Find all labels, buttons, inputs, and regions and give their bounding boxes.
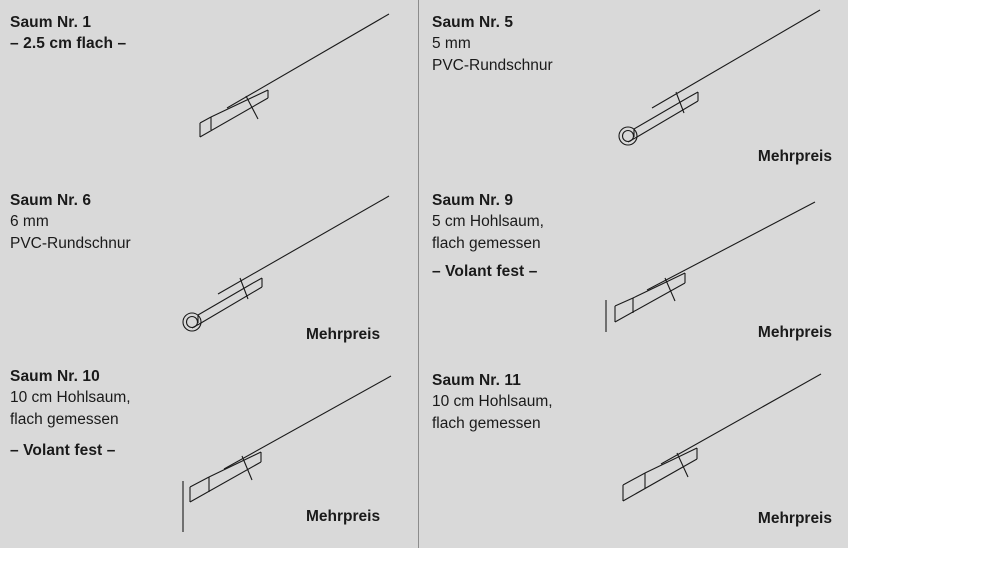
- hem-item-6-surcharge: Mehrpreis: [757, 510, 832, 527]
- hem-item-2-surcharge: Mehrpreis: [757, 148, 832, 165]
- hem-item-5: [0, 348, 418, 548]
- hem-item-4: [419, 176, 848, 348]
- hem-item-5-line-2: flach gemessen: [10, 410, 119, 428]
- hem-item-1: [0, 0, 418, 176]
- hem-item-6-labels: [432, 370, 553, 434]
- hem-item-4-title: Saum Nr. 9: [432, 192, 514, 209]
- hem-item-6: [419, 348, 848, 548]
- hem-item-3-title: Saum Nr. 6: [10, 192, 92, 209]
- hem-item-6-title: Saum Nr. 11: [432, 372, 521, 389]
- hem-item-3-line-2: PVC-Rundschnur: [10, 234, 131, 252]
- hem-item-1-line-1: – 2.5 cm flach –: [10, 35, 127, 53]
- hem-item-5-line-3: – Volant fest –: [10, 442, 116, 460]
- hem-item-1-title: Saum Nr. 1: [10, 14, 92, 31]
- hem-item-4-line-2: flach gemessen: [432, 234, 541, 252]
- hem-item-3-figure: [170, 194, 400, 334]
- hem-item-2-figure: [604, 8, 834, 148]
- hem-item-2-title: Saum Nr. 5: [432, 14, 514, 31]
- hem-item-4-line-3: – Volant fest –: [432, 263, 538, 281]
- hem-item-3-surcharge: Mehrpreis: [306, 326, 381, 343]
- hem-tube-with-tail-icon: [597, 200, 832, 330]
- hem-item-5-title: Saum Nr. 10: [10, 368, 100, 385]
- wide-flat-hem-tube-icon: [605, 372, 835, 512]
- hem-item-6-line-1: 10 cm Hohlsaum,: [432, 393, 553, 411]
- hem-item-3-labels: [10, 190, 131, 254]
- hem-item-4-figure: [597, 200, 832, 330]
- cord-loop-tube-icon: [170, 194, 400, 334]
- hem-item-2-labels: [432, 12, 553, 76]
- hem-item-1-figure: [190, 10, 410, 145]
- flat-hem-tube-icon: [190, 10, 410, 145]
- hem-item-6-line-2: flach gemessen: [432, 414, 541, 432]
- hem-item-2-line-2: PVC-Rundschnur: [432, 56, 553, 74]
- hem-item-3: [0, 176, 418, 348]
- hem-item-5-surcharge: Mehrpreis: [306, 508, 381, 525]
- hem-item-3-line-1: 6 mm: [10, 213, 49, 231]
- hem-item-4-line-1: 5 cm Hohlsaum,: [432, 213, 544, 231]
- hem-item-4-surcharge: Mehrpreis: [757, 324, 832, 341]
- cord-loop-tube-icon: [604, 8, 834, 148]
- hem-item-5-labels: [10, 366, 131, 462]
- hem-item-4-labels: [432, 190, 544, 283]
- hem-item-6-figure: [605, 372, 835, 512]
- hem-item-2: [419, 0, 848, 176]
- hem-item-2-line-1: 5 mm: [432, 35, 471, 53]
- hem-item-5-line-1: 10 cm Hohlsaum,: [10, 389, 131, 407]
- hem-item-1-labels: [10, 12, 126, 55]
